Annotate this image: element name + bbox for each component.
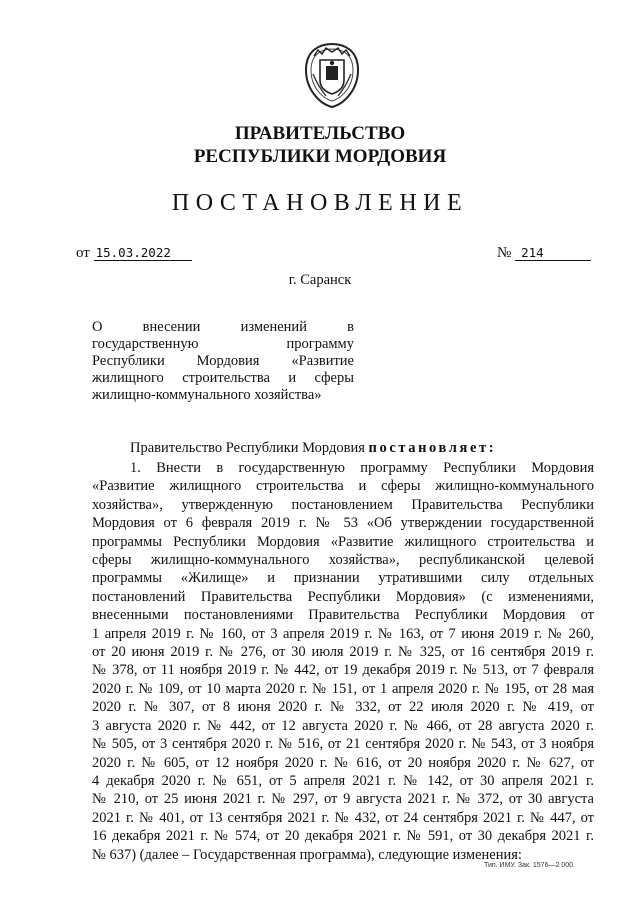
body-line: № 505, от 3 сентября 2020 г. № 516, от 21 сентября 2020 г. № 543, от 3 ноября xyxy=(92,736,594,753)
number-value: 214 xyxy=(515,246,591,261)
subject-block xyxy=(92,319,354,404)
body-line: программы «Жилище» и признании утратившими силу отдельных xyxy=(92,570,594,587)
body-line: 1. Внести в государственную программу Республики Мордовия xyxy=(130,460,594,476)
body-line: 1 апреля 2019 г. № 160, от 3 апреля 2019 г. № 163, от 7 июня 2019 г. № 260, xyxy=(92,625,594,642)
body-line: 16 декабря 2021 г. № 574, от 20 декабря 2021 г. № 591, от 30 декабря 2021 г. xyxy=(92,828,594,845)
body-line: 3 августа 2020 г. № 442, от 12 августа 2020 г. № 466, от 28 августа 2020 г. xyxy=(92,717,594,734)
subject-line: Республики Мордовия «Развитие xyxy=(92,353,354,369)
subject-line: жилищного строительства и сферы xyxy=(92,370,354,386)
body-line: от 20 июня 2019 г. № 276, от 30 июля 2019 г. № 325, от 16 сентября 2019 г. xyxy=(92,644,594,661)
document-type: ПОСТАНОВЛЕНИЕ xyxy=(171,190,469,216)
body-line: внесенными постановлениями Правительства Республики Мордовия от xyxy=(92,607,594,624)
resolution-body xyxy=(92,459,594,864)
body-line: хозяйства», утвержденную постановлением Правительства Республики xyxy=(92,496,594,513)
body-line: «Развитие жилищного строительства и сферы жилищно-коммунального xyxy=(92,478,594,495)
number-field xyxy=(497,245,591,262)
body-line: 2021 г. № 401, от 13 сентября 2021 г. № 432, от 24 сентября 2021 г. № 447, от xyxy=(92,809,594,826)
body-line: № 637) (далее – Государственная программа), следующие изменения: xyxy=(92,846,522,863)
body-line: 2020 г. № 307, от 8 июня 2020 г. № 332, от 22 июля 2020 г. № 419, от xyxy=(92,699,594,716)
body-line: программы Республики Мордовия «Развитие жилищного строительства и xyxy=(92,533,594,550)
body-line: № 378, от 11 ноября 2019 г. № 442, от 19 декабря 2019 г. № 513, от 7 февраля xyxy=(92,662,594,679)
date-prefix: от xyxy=(76,245,90,261)
body-line: 2020 г. № 109, от 10 марта 2020 г. № 151, от 1 апреля 2020 г. № 195, от 28 мая xyxy=(92,680,594,697)
printer-mark: Тип. ИМУ. Зак. 1576—2 000. xyxy=(484,862,575,869)
intro-verb: постановляет: xyxy=(368,440,497,456)
number-prefix: № xyxy=(497,245,512,261)
subject-line: жилищно-коммунального хозяйства» xyxy=(92,387,322,403)
coat-of-arms-icon xyxy=(300,40,364,110)
subject-line: О внесении изменений в xyxy=(92,319,354,335)
body-line: 2020 г. № 605, от 12 ноября 2020 г. № 616, от 20 ноября 2020 г. № 627, от xyxy=(92,754,594,771)
body-line: Мордовия от 6 февраля 2019 г. № 53 «Об утверждении государственной xyxy=(92,515,594,532)
intro-text: Правительство Республики Мордовия xyxy=(130,440,365,456)
date-field xyxy=(76,245,192,262)
date-value: 15.03.2022 xyxy=(94,246,192,261)
subject-line: государственную программу xyxy=(92,336,354,352)
government-subtitle: РЕСПУБЛИКИ МОРДОВИЯ xyxy=(193,146,447,167)
body-line: 4 декабря 2020 г. № 651, от 5 апреля 2021 г. № 142, от 30 апреля 2021 г. xyxy=(92,772,594,789)
body-line: сферы жилищно-коммунального хозяйства», республиканской целевой xyxy=(92,552,594,569)
body-line: постановлений Правительства Республики Мордовия» (с изменениями, xyxy=(92,588,594,605)
resolution-intro xyxy=(130,440,496,457)
government-title: ПРАВИТЕЛЬСТВО xyxy=(234,123,406,144)
city: г. Саранск xyxy=(288,272,352,288)
body-line: № 210, от 25 июня 2021 г. № 297, от 9 августа 2021 г. № 372, от 30 августа xyxy=(92,791,594,808)
